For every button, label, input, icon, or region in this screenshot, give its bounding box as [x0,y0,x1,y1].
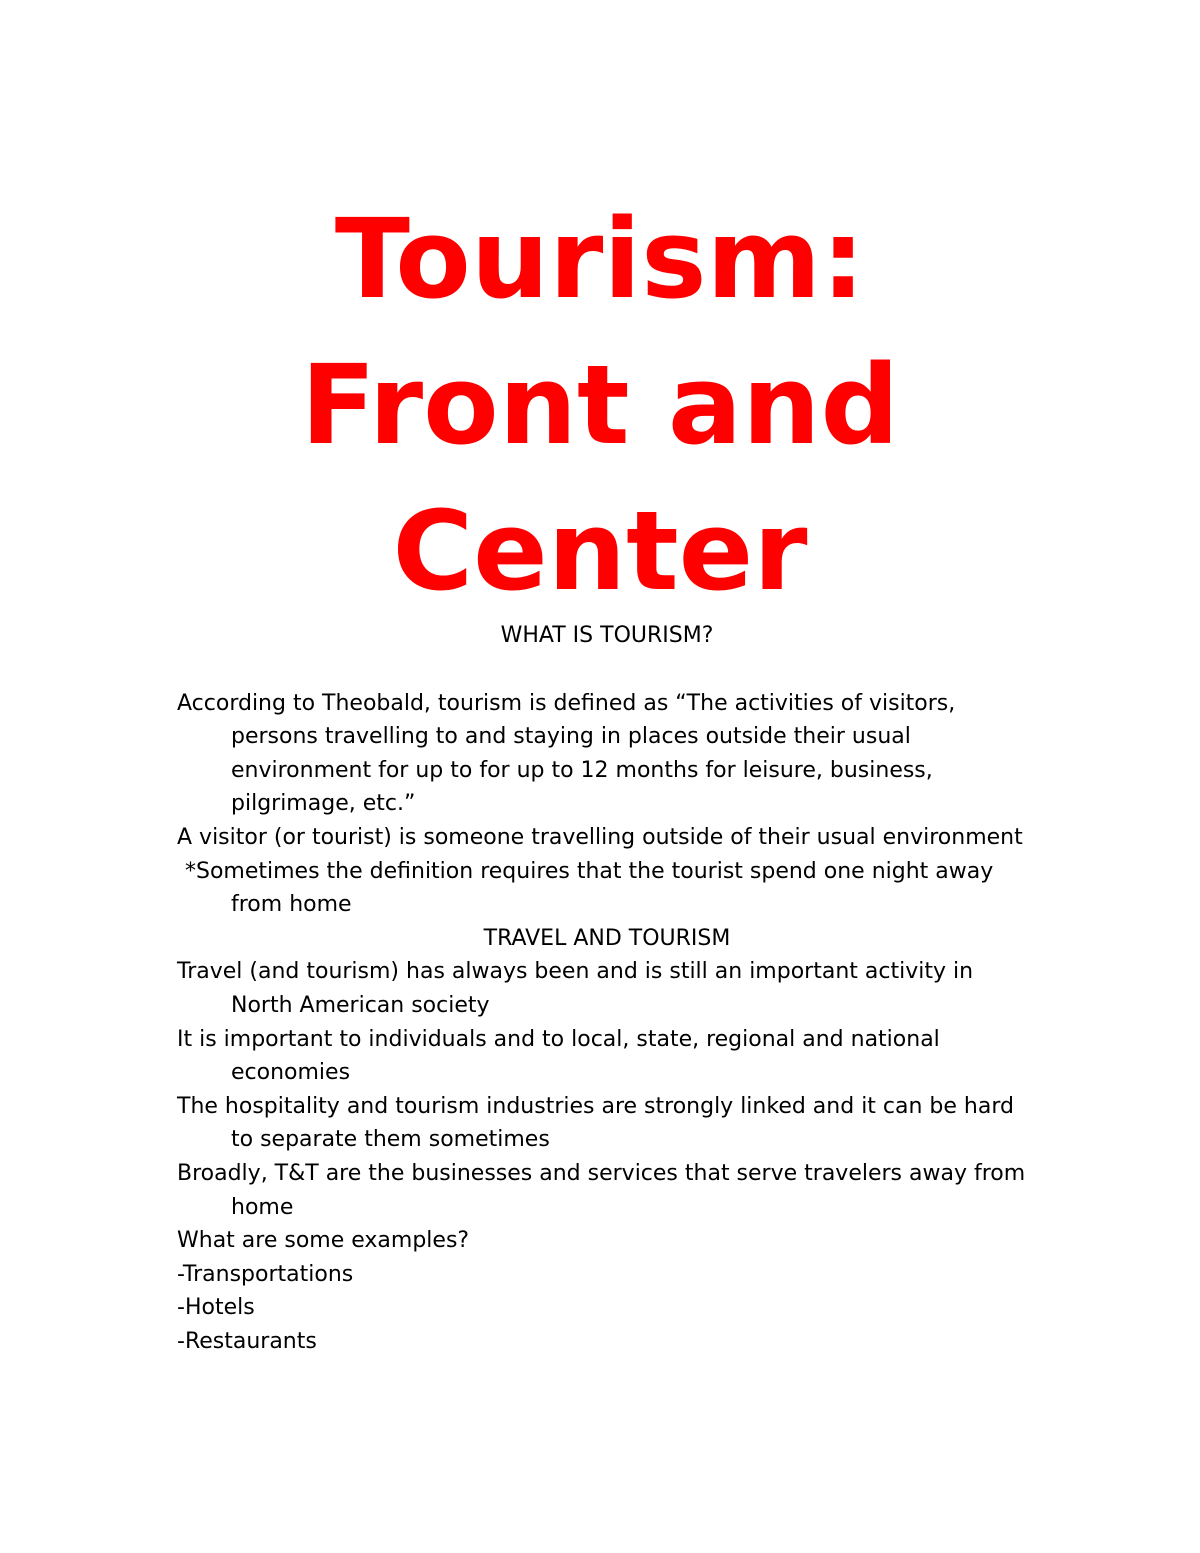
spacer [177,653,1037,687]
title-line-3: Center [392,487,808,615]
note-paragraph: *Sometimes the definition requires that the tourist spend one night away from home [185,858,994,918]
examples-question: What are some examples? [177,1228,470,1254]
example-item: -Restaurants [177,1328,317,1354]
heading-what-is-tourism: WHAT IS TOURISM? [500,623,714,648]
title-line-1: Tourism: [334,195,866,323]
example-item: -Hotels [177,1295,255,1321]
definition-paragraph: According to Theobald, tourism is defined as “The activities of visitors, persons travelling to and staying in places outside their usual environment for up to for up to 12 months for leisure, business, pilgrimage, etc.” [177,690,956,817]
point-paragraph: It is important to individuals and to local, state, regional and national economies [177,1026,940,1086]
point-paragraph: The hospitality and tourism industries are strongly linked and it can be hard to separate them sometimes [177,1093,1014,1153]
heading-travel-and-tourism: TRAVEL AND TOURISM [483,925,731,951]
document-title [0,186,1200,624]
document-body [177,619,1037,1358]
visitor-paragraph: A visitor (or tourist) is someone travelling outside of their usual environment [177,824,1023,850]
title-line-2: Front and [300,341,900,469]
point-paragraph: Broadly, T&T are the businesses and services that serve travelers away from home [177,1160,1026,1220]
point-paragraph: Travel (and tourism) has always been and is still an important activity in North American society [177,959,974,1018]
example-item: -Transportations [177,1261,354,1287]
